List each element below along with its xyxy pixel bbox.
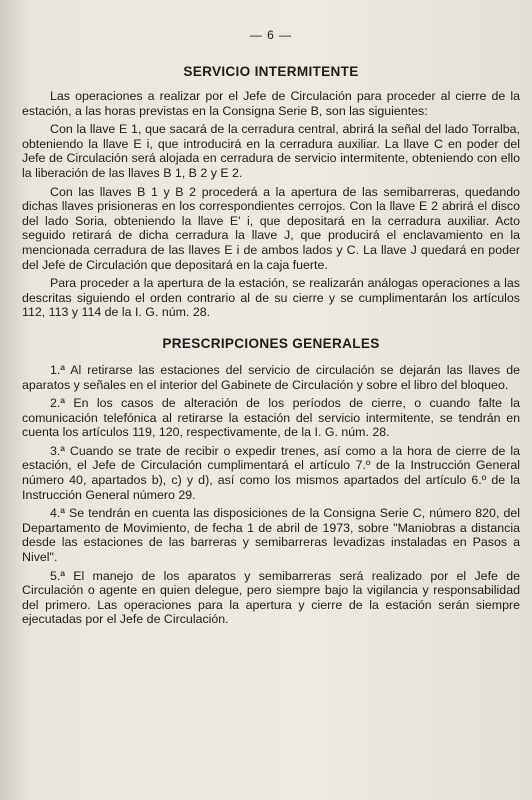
prescription-item: 4.ª Se tendrán en cuenta las disposiciones de la Consigna Serie C, número 820, del Departamento de Movimiento, de fecha 1 de abril de 1973, sobre "Maniobras a distancia desde las estaciones de las barreras y semibarreras levadizas instaladas en Pasos a Nivel". [22, 506, 520, 565]
prescription-item: 1.ª Al retirarse las estaciones del servicio de circulación se dejarán las llaves de aparatos y señales en el interior del Gabinete de Circulación y sobre el libro del bloqueo. [22, 362, 520, 392]
page-number: — 6 — [249, 28, 293, 42]
section-title-prescripciones-generales: PRESCRIPCIONES GENERALES [162, 335, 380, 351]
paragraph: Con la llave E 1, que sacará de la cerradura central, abrirá la señal del lado Torralba, obteniendo la llave E i, que introducirá en la cerradura auxiliar. La llave C en poder del Jefe de Circulación será alojada en cerradura de servicio intermitente, obteniendo con ello la liberación de las llaves B 1, B 2 y E 2. [22, 122, 520, 180]
paragraph: Las operaciones a realizar por el Jefe de Circulación para proceder al cierre de la estación, a las horas previstas en la Consigna Serie B, son las siguientes: [22, 89, 520, 118]
prescription-item: 5.ª El manejo de los aparatos y semibarreras será realizado por el Jefe de Circulación o agente en quien delegue, pero siempre bajo la vigilancia y responsabilidad del primero. Las operaciones para la apertura y cierre de la estación serán siempre ejecutadas por el Jefe de Circulación. [22, 568, 520, 627]
prescription-item: 2.ª En los casos de alteración de los períodos de cierre, o cuando falte la comunicación telefónica al retirarse la estación del servicio intermitente, se tendrán en cuenta los artículos 119, 120, respectivamente, de la I. G. núm. 28. [22, 396, 520, 440]
prescription-item: 3.ª Cuando se trate de recibir o expedir trenes, así como a la hora de cierre de la estación, el Jefe de Circulación cumplimentará el artículo 7.º de la Instrucción General número 40, apartados b), c) y d), así como los mismos apartados del artículo 6.º de la Instrucción General número 29. [22, 443, 520, 502]
section-title-servicio-intermitente: SERVICIO INTERMITENTE [183, 64, 359, 79]
paragraph: Para proceder a la apertura de la estación, se realizarán análogas operaciones a las descritas siguiendo el orden contrario al de su cierre y se cumplimentarán los artículos 112, 113 y 114 de la I. G. núm. 28. [22, 276, 520, 320]
paragraph: Con las llaves B 1 y B 2 procederá a la apertura de las semibarreras, quedando dichas llaves prisioneras en los correspondientes cerrojos. Con la llave E 2 abrirá el disco del lado Soria, obteniendo la llave E' i, que depositará en la cerradura auxiliar. Acto seguido retirará de dicha cerradura la llave J, que producirá el enclavamiento en la mencionada cerradura de las llaves E i de ambos lados y C. La llave J quedará en poder del Jefe de Circulación que depositará en la caja fuerte. [22, 184, 520, 272]
